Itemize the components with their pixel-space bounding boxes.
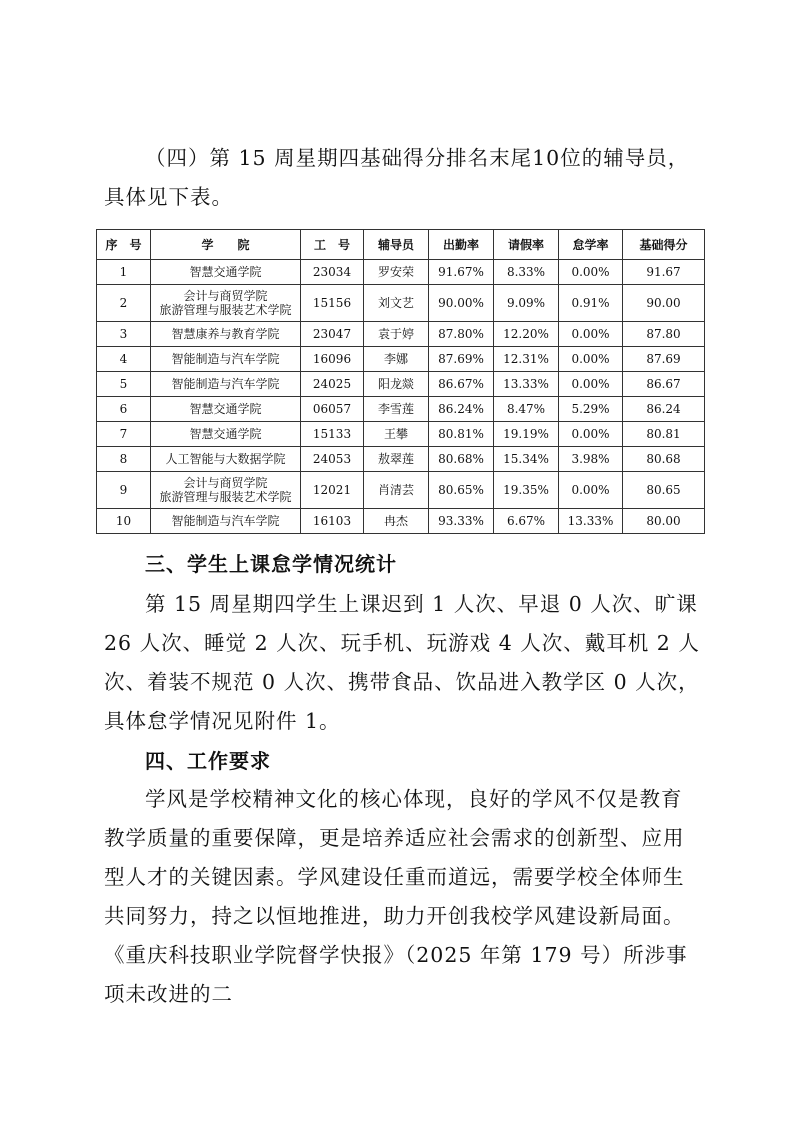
cell-score: 91.67	[623, 260, 705, 285]
cell-attendance: 80.65%	[429, 472, 494, 509]
cell-attendance: 91.67%	[429, 260, 494, 285]
cell-id: 16096	[301, 347, 364, 372]
cell-leave: 9.09%	[494, 285, 559, 322]
cell-counselor: 李雪莲	[364, 397, 429, 422]
cell-id: 24025	[301, 372, 364, 397]
header-no: 序 号	[97, 230, 151, 260]
cell-no: 8	[97, 447, 151, 472]
section3-body: 第 15 周星期四学生上课迟到 1 人次、早退 0 人次、旷课 26 人次、睡觉 2 人次、玩手机、玩游戏 4 人次、戴耳机 2 人次、着装不规范 0 人次、携带食品、饮品进入教学区 0 人次，具体怠学情况见附件 1。	[104, 592, 700, 733]
cell-counselor: 肖清芸	[364, 472, 429, 509]
table-row	[97, 285, 705, 322]
cell-no: 6	[97, 397, 151, 422]
table-row	[97, 322, 705, 347]
cell-attendance: 80.81%	[429, 422, 494, 447]
cell-lazy: 3.98%	[559, 447, 623, 472]
cell-leave: 12.31%	[494, 347, 559, 372]
cell-college: 智慧交通学院	[151, 422, 301, 447]
cell-college: 会计与商贸学院 旅游管理与服装艺术学院	[151, 472, 301, 509]
table-header-row	[97, 230, 705, 260]
cell-lazy: 0.00%	[559, 347, 623, 372]
header-id: 工 号	[301, 230, 364, 260]
intro-paragraph: （四）第 15 周星期四基础得分排名末尾10位的辅导员，具体见下表。	[104, 146, 690, 209]
cell-counselor: 袁于婷	[364, 322, 429, 347]
table-row	[97, 347, 705, 372]
cell-college: 智能制造与汽车学院	[151, 347, 301, 372]
cell-counselor: 冉杰	[364, 509, 429, 534]
table-row	[97, 509, 705, 534]
header-attendance: 出勤率	[429, 230, 494, 260]
cell-college: 智慧康养与教育学院	[151, 322, 301, 347]
cell-id: 12021	[301, 472, 364, 509]
cell-lazy: 0.00%	[559, 472, 623, 509]
cell-score: 80.65	[623, 472, 705, 509]
cell-lazy: 0.00%	[559, 260, 623, 285]
cell-id: 24053	[301, 447, 364, 472]
cell-leave: 8.33%	[494, 260, 559, 285]
cell-leave: 13.33%	[494, 372, 559, 397]
cell-attendance: 87.80%	[429, 322, 494, 347]
cell-lazy: 0.91%	[559, 285, 623, 322]
cell-id: 06057	[301, 397, 364, 422]
header-college: 学 院	[151, 230, 301, 260]
cell-college: 智能制造与汽车学院	[151, 372, 301, 397]
header-score: 基础得分	[623, 230, 705, 260]
cell-lazy: 0.00%	[559, 372, 623, 397]
cell-college: 智慧交通学院	[151, 397, 301, 422]
section4-heading: 四、工作要求	[145, 749, 271, 773]
cell-no: 1	[97, 260, 151, 285]
cell-college: 智慧交通学院	[151, 260, 301, 285]
cell-id: 16103	[301, 509, 364, 534]
cell-no: 2	[97, 285, 151, 322]
cell-counselor: 阳龙燚	[364, 372, 429, 397]
cell-score: 80.00	[623, 509, 705, 534]
cell-score: 87.69	[623, 347, 705, 372]
cell-leave: 6.67%	[494, 509, 559, 534]
cell-score: 80.68	[623, 447, 705, 472]
cell-no: 9	[97, 472, 151, 509]
cell-leave: 15.34%	[494, 447, 559, 472]
cell-id: 23047	[301, 322, 364, 347]
header-lazy: 怠学率	[559, 230, 623, 260]
cell-leave: 19.19%	[494, 422, 559, 447]
cell-no: 7	[97, 422, 151, 447]
cell-leave: 19.35%	[494, 472, 559, 509]
cell-leave: 8.47%	[494, 397, 559, 422]
cell-id: 23034	[301, 260, 364, 285]
cell-counselor: 敖翠莲	[364, 447, 429, 472]
cell-score: 87.80	[623, 322, 705, 347]
cell-college: 人工智能与大数据学院	[151, 447, 301, 472]
cell-counselor: 李娜	[364, 347, 429, 372]
table-row	[97, 397, 705, 422]
cell-attendance: 93.33%	[429, 509, 494, 534]
section3-heading: 三、学生上课怠学情况统计	[145, 552, 397, 576]
cell-attendance: 86.24%	[429, 397, 494, 422]
cell-leave: 12.20%	[494, 322, 559, 347]
cell-lazy: 0.00%	[559, 422, 623, 447]
section4-body: 学风是学校精神文化的核心体现，良好的学风不仅是教育教学质量的重要保障，更是培养适应社会需求的创新型、应用型人才的关键因素。学风建设任重而道远，需要学校全体师生共同努力，持之以恒地推进，助力开创我校学风建设新局面。《重庆科技职业学院督学快报》（2025 年第 179 号）所涉事项未改进的二	[104, 787, 688, 1006]
cell-score: 86.24	[623, 397, 705, 422]
table-row	[97, 472, 705, 509]
cell-attendance: 87.69%	[429, 347, 494, 372]
header-counselor: 辅导员	[364, 230, 429, 260]
counselor-ranking-table	[96, 229, 705, 534]
cell-score: 90.00	[623, 285, 705, 322]
cell-attendance: 86.67%	[429, 372, 494, 397]
header-leave: 请假率	[494, 230, 559, 260]
cell-college: 智能制造与汽车学院	[151, 509, 301, 534]
cell-lazy: 0.00%	[559, 322, 623, 347]
cell-counselor: 刘文艺	[364, 285, 429, 322]
cell-id: 15133	[301, 422, 364, 447]
table-row	[97, 447, 705, 472]
cell-counselor: 罗安荣	[364, 260, 429, 285]
cell-college: 会计与商贸学院 旅游管理与服装艺术学院	[151, 285, 301, 322]
cell-no: 5	[97, 372, 151, 397]
cell-no: 10	[97, 509, 151, 534]
cell-lazy: 5.29%	[559, 397, 623, 422]
table-row	[97, 422, 705, 447]
table-row	[97, 260, 705, 285]
cell-score: 86.67	[623, 372, 705, 397]
cell-attendance: 90.00%	[429, 285, 494, 322]
cell-score: 80.81	[623, 422, 705, 447]
cell-no: 3	[97, 322, 151, 347]
cell-no: 4	[97, 347, 151, 372]
cell-attendance: 80.68%	[429, 447, 494, 472]
cell-id: 15156	[301, 285, 364, 322]
cell-lazy: 13.33%	[559, 509, 623, 534]
table-row	[97, 372, 705, 397]
cell-counselor: 王攀	[364, 422, 429, 447]
